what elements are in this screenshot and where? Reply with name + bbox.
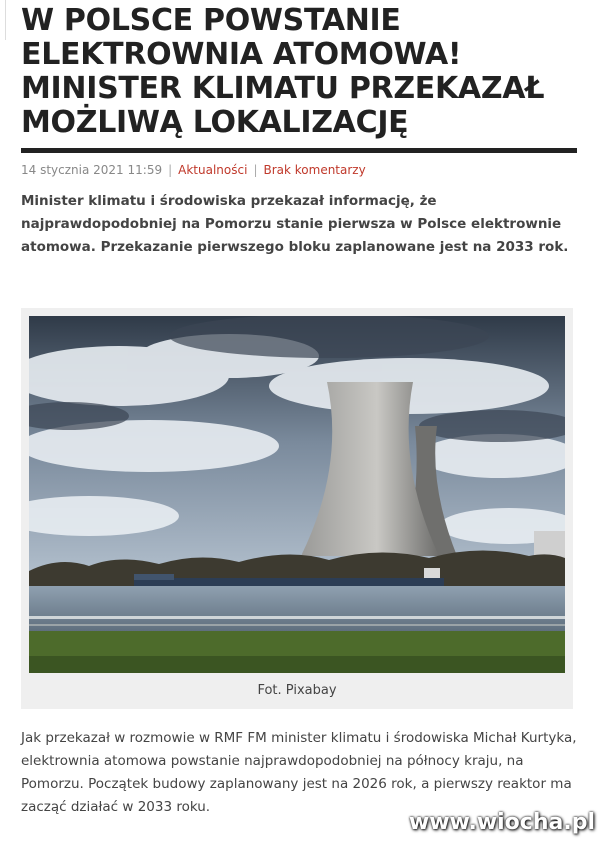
image-caption: Fot. Pixabay	[257, 683, 337, 698]
meta-separator: |	[168, 163, 173, 177]
article-figure	[21, 308, 573, 709]
left-edge-border	[0, 0, 6, 40]
article	[21, 0, 577, 819]
article-date: 14 stycznia 2021 11:59	[21, 163, 163, 177]
category-link[interactable]: Aktualności	[178, 163, 248, 177]
site-watermark: www.wiocha.pl	[408, 810, 595, 835]
article-lead: Minister klimatu i środowiska przekazał informację, że najprawdopodobniej na Pomorzu stanie pierwsza w Polsce elektrownie atomowa. Przekazanie pierwszego bloku zaplanowane jest na 2033 rok.	[21, 193, 569, 255]
article-body-paragraph: Jak przekazał w rozmowie w RMF FM minister klimatu i środowiska Michał Kurtyka, elektrownia atomowa powstanie najprawdopodobniej na północy kraju, na Pomorzu. Początek budowy zaplanowany jest na 2026 rok, a pierwszy reaktor ma zacząć działać w 2033 roku.	[21, 730, 577, 815]
article-title: W POLSCE POWSTANIE ELEKTROWNIA ATOMOWA! MINISTER KLIMATU PRZEKAZAŁ MOŻLIWĄ LOKALIZACJĘ	[21, 3, 545, 140]
article-meta	[21, 162, 577, 178]
title-divider	[21, 148, 577, 153]
meta-separator: |	[253, 163, 258, 177]
nuclear-plant-photo	[29, 316, 565, 673]
comments-link[interactable]: Brak komentarzy	[263, 163, 366, 177]
